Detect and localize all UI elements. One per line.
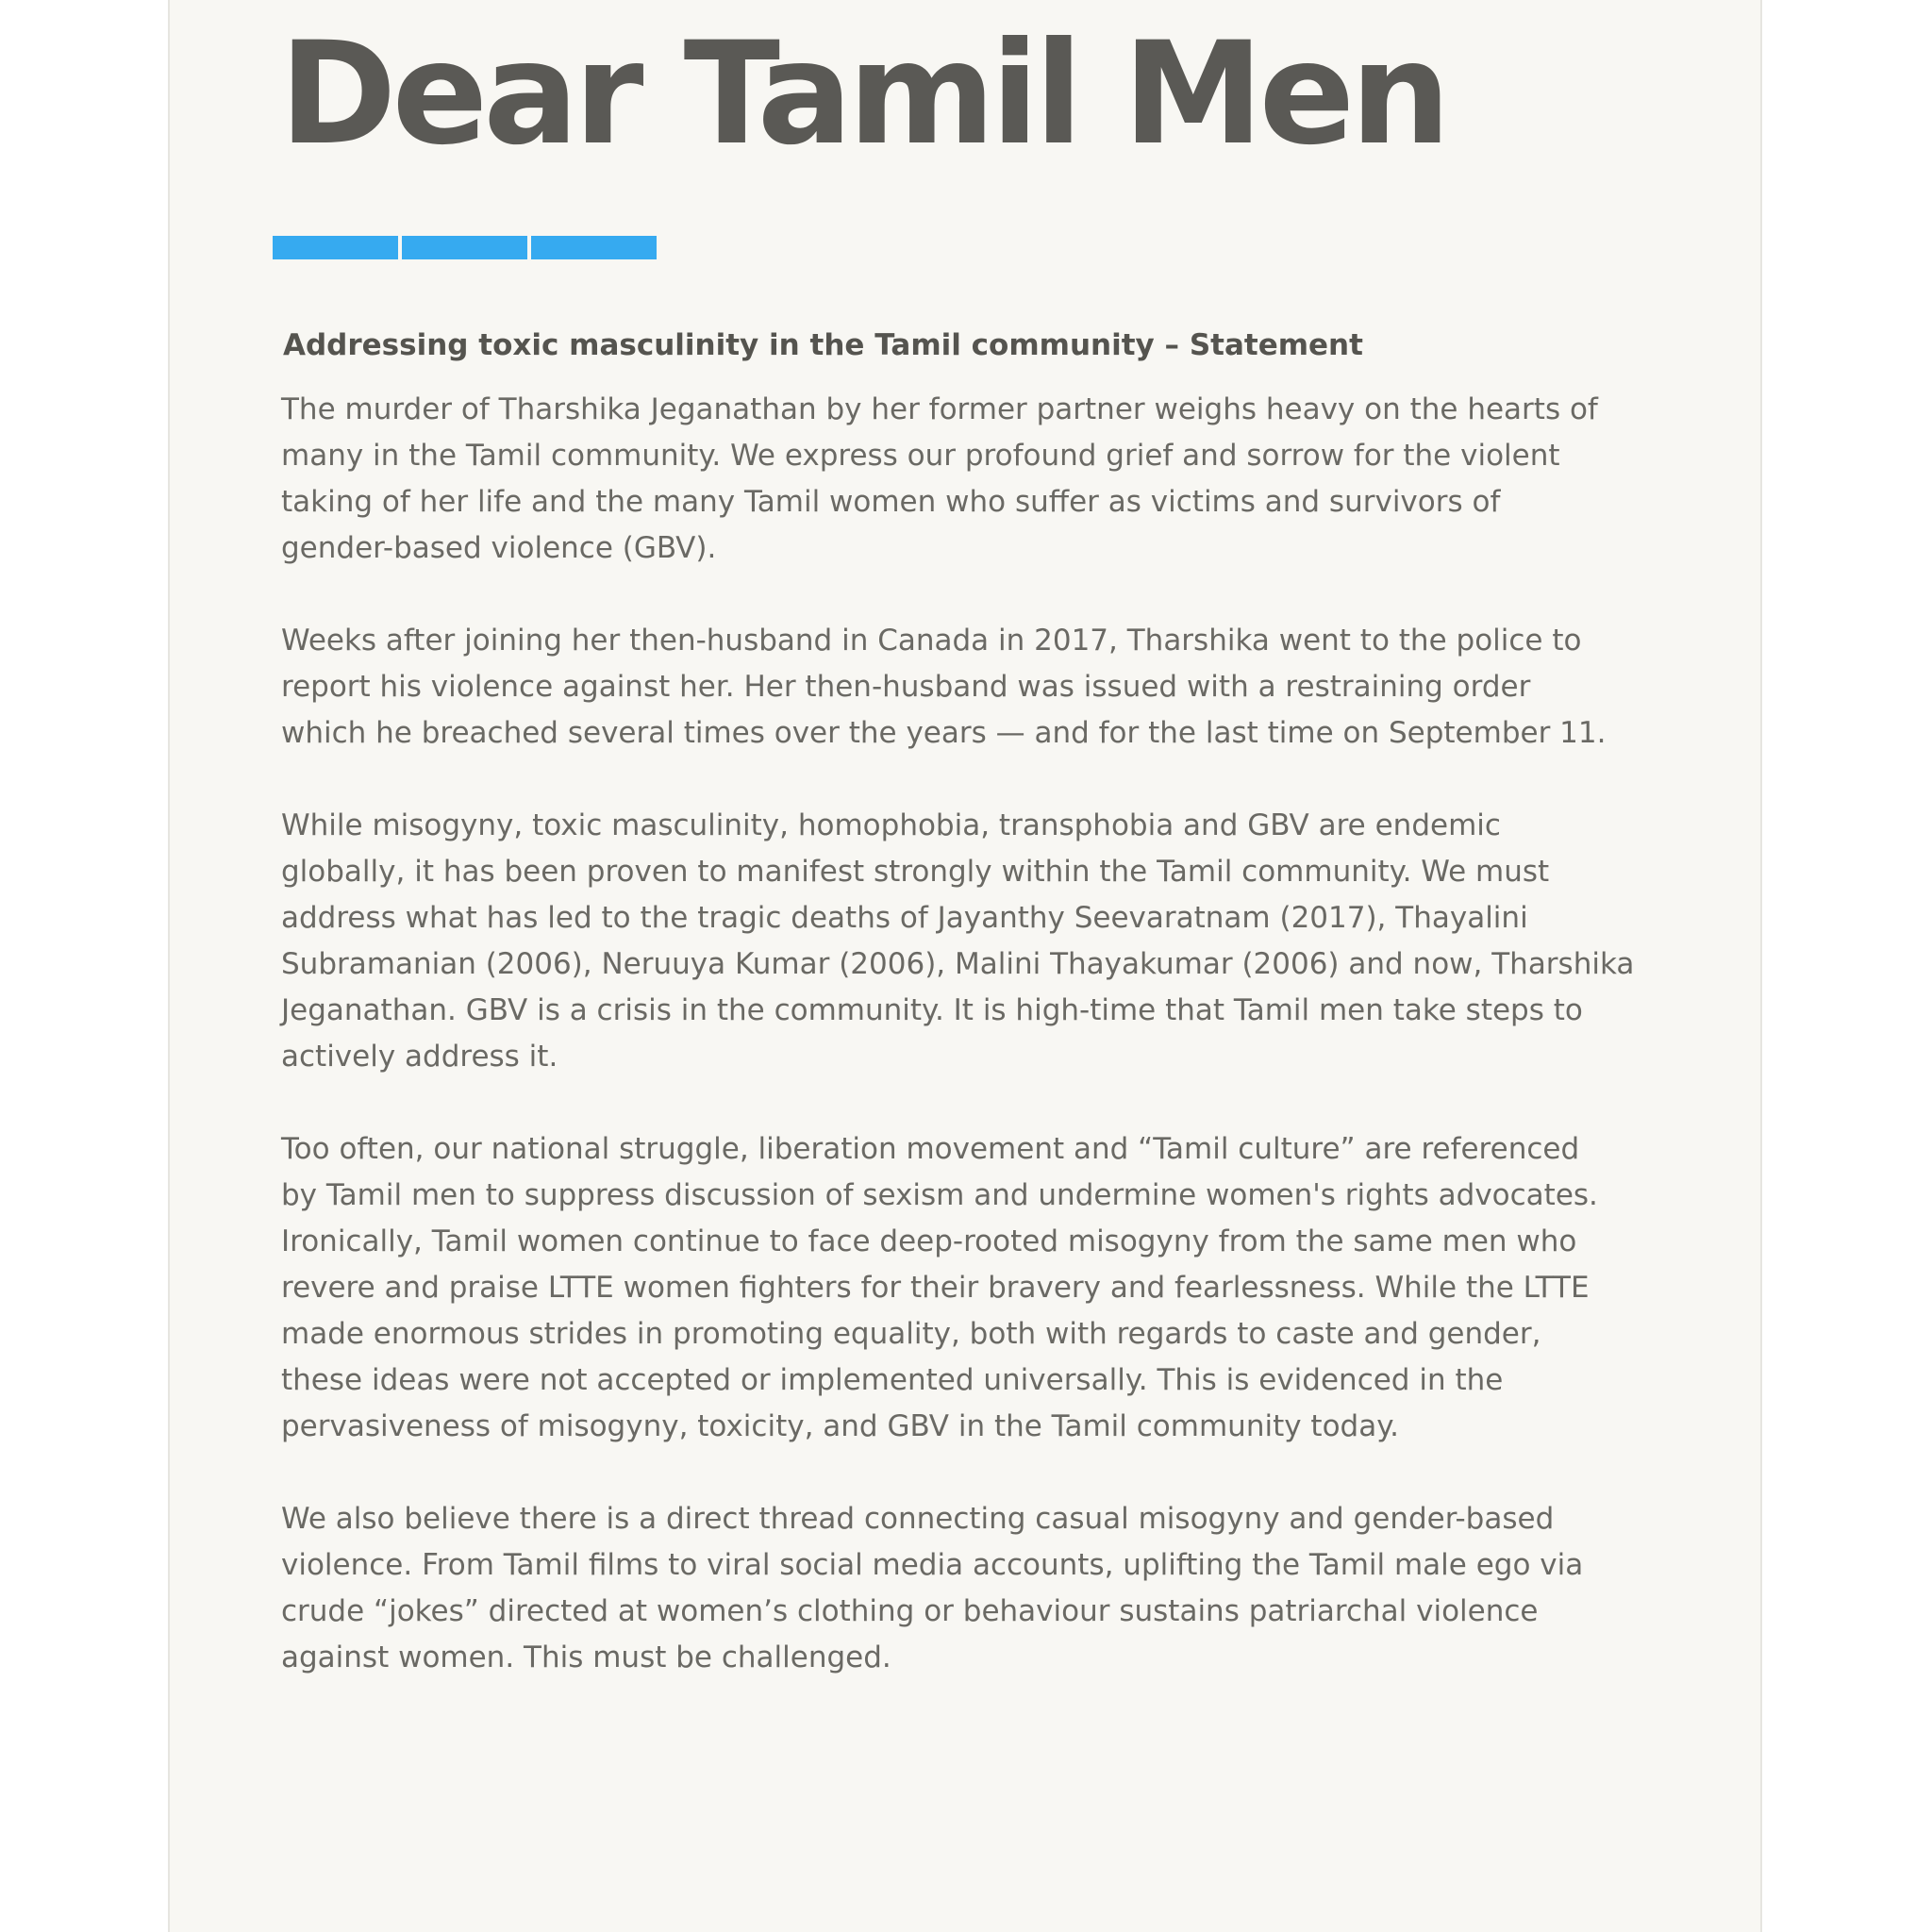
accent-rule-segment bbox=[273, 236, 398, 259]
accent-rule bbox=[273, 236, 657, 259]
document-page bbox=[170, 0, 1760, 1932]
body-paragraph: While misogyny, toxic masculinity, homophobia, transphobia and GBV are endemic globally, it has been proven to manifest strongly within the Tamil community. We must address what has led to the tragic deaths of Jayanthy Seevaratnam (2017), Thayalini Subramanian (2006), Neruuya Kumar (2006), Malini Thayakumar (2006) and now, Tharshika Jeganathan. GBV is a crisis in the community. It is high-time that Tamil men take steps to actively address it. bbox=[281, 808, 1635, 1074]
body-paragraph: We also believe there is a direct thread connecting casual misogyny and gender-based violence. From Tamil films to viral social media accounts, uplifting the Tamil male ego via crude “jokes” directed at women’s clothing or behaviour sustains patriarchal violence against women. This must be challenged. bbox=[281, 1502, 1584, 1674]
body-paragraph: Too often, our national struggle, liberation movement and “Tamil culture” are referenced by Tamil men to suppress discussion of sexism and undermine women's rights advocates. Ironically, Tamil women continue to face deep-rooted misogyny from the same men who revere and praise LTTE women fighters for their bravery and fearlessness. While the LTTE made enormous strides in promoting equality, both with regards to caste and gender, these ideas were not accepted or implemented universally. This is evidenced in the pervasiveness of misogyny, toxicity, and GBV in the Tamil community today. bbox=[281, 1132, 1598, 1443]
document-title: Dear Tamil Men bbox=[279, 12, 1447, 176]
document-body bbox=[281, 387, 1677, 1727]
body-paragraph: The murder of Tharshika Jeganathan by her former partner weighs heavy on the hearts of many in the Tamil community. We express our profound grief and sorrow for the violent taking of her life and the many Tamil women who suffer as victims and survivors of gender-based violence (GBV). bbox=[281, 392, 1598, 565]
body-paragraph: Weeks after joining her then-husband in Canada in 2017, Tharshika went to the police to report his violence against her. Her then-husband was issued with a restraining order which he breached several times over the years — and for the last time on September 11. bbox=[281, 624, 1607, 750]
accent-rule-segment bbox=[531, 236, 657, 259]
accent-rule-segment bbox=[402, 236, 527, 259]
document-subtitle: Addressing toxic masculinity in the Tamil community – Statement bbox=[283, 328, 1363, 362]
